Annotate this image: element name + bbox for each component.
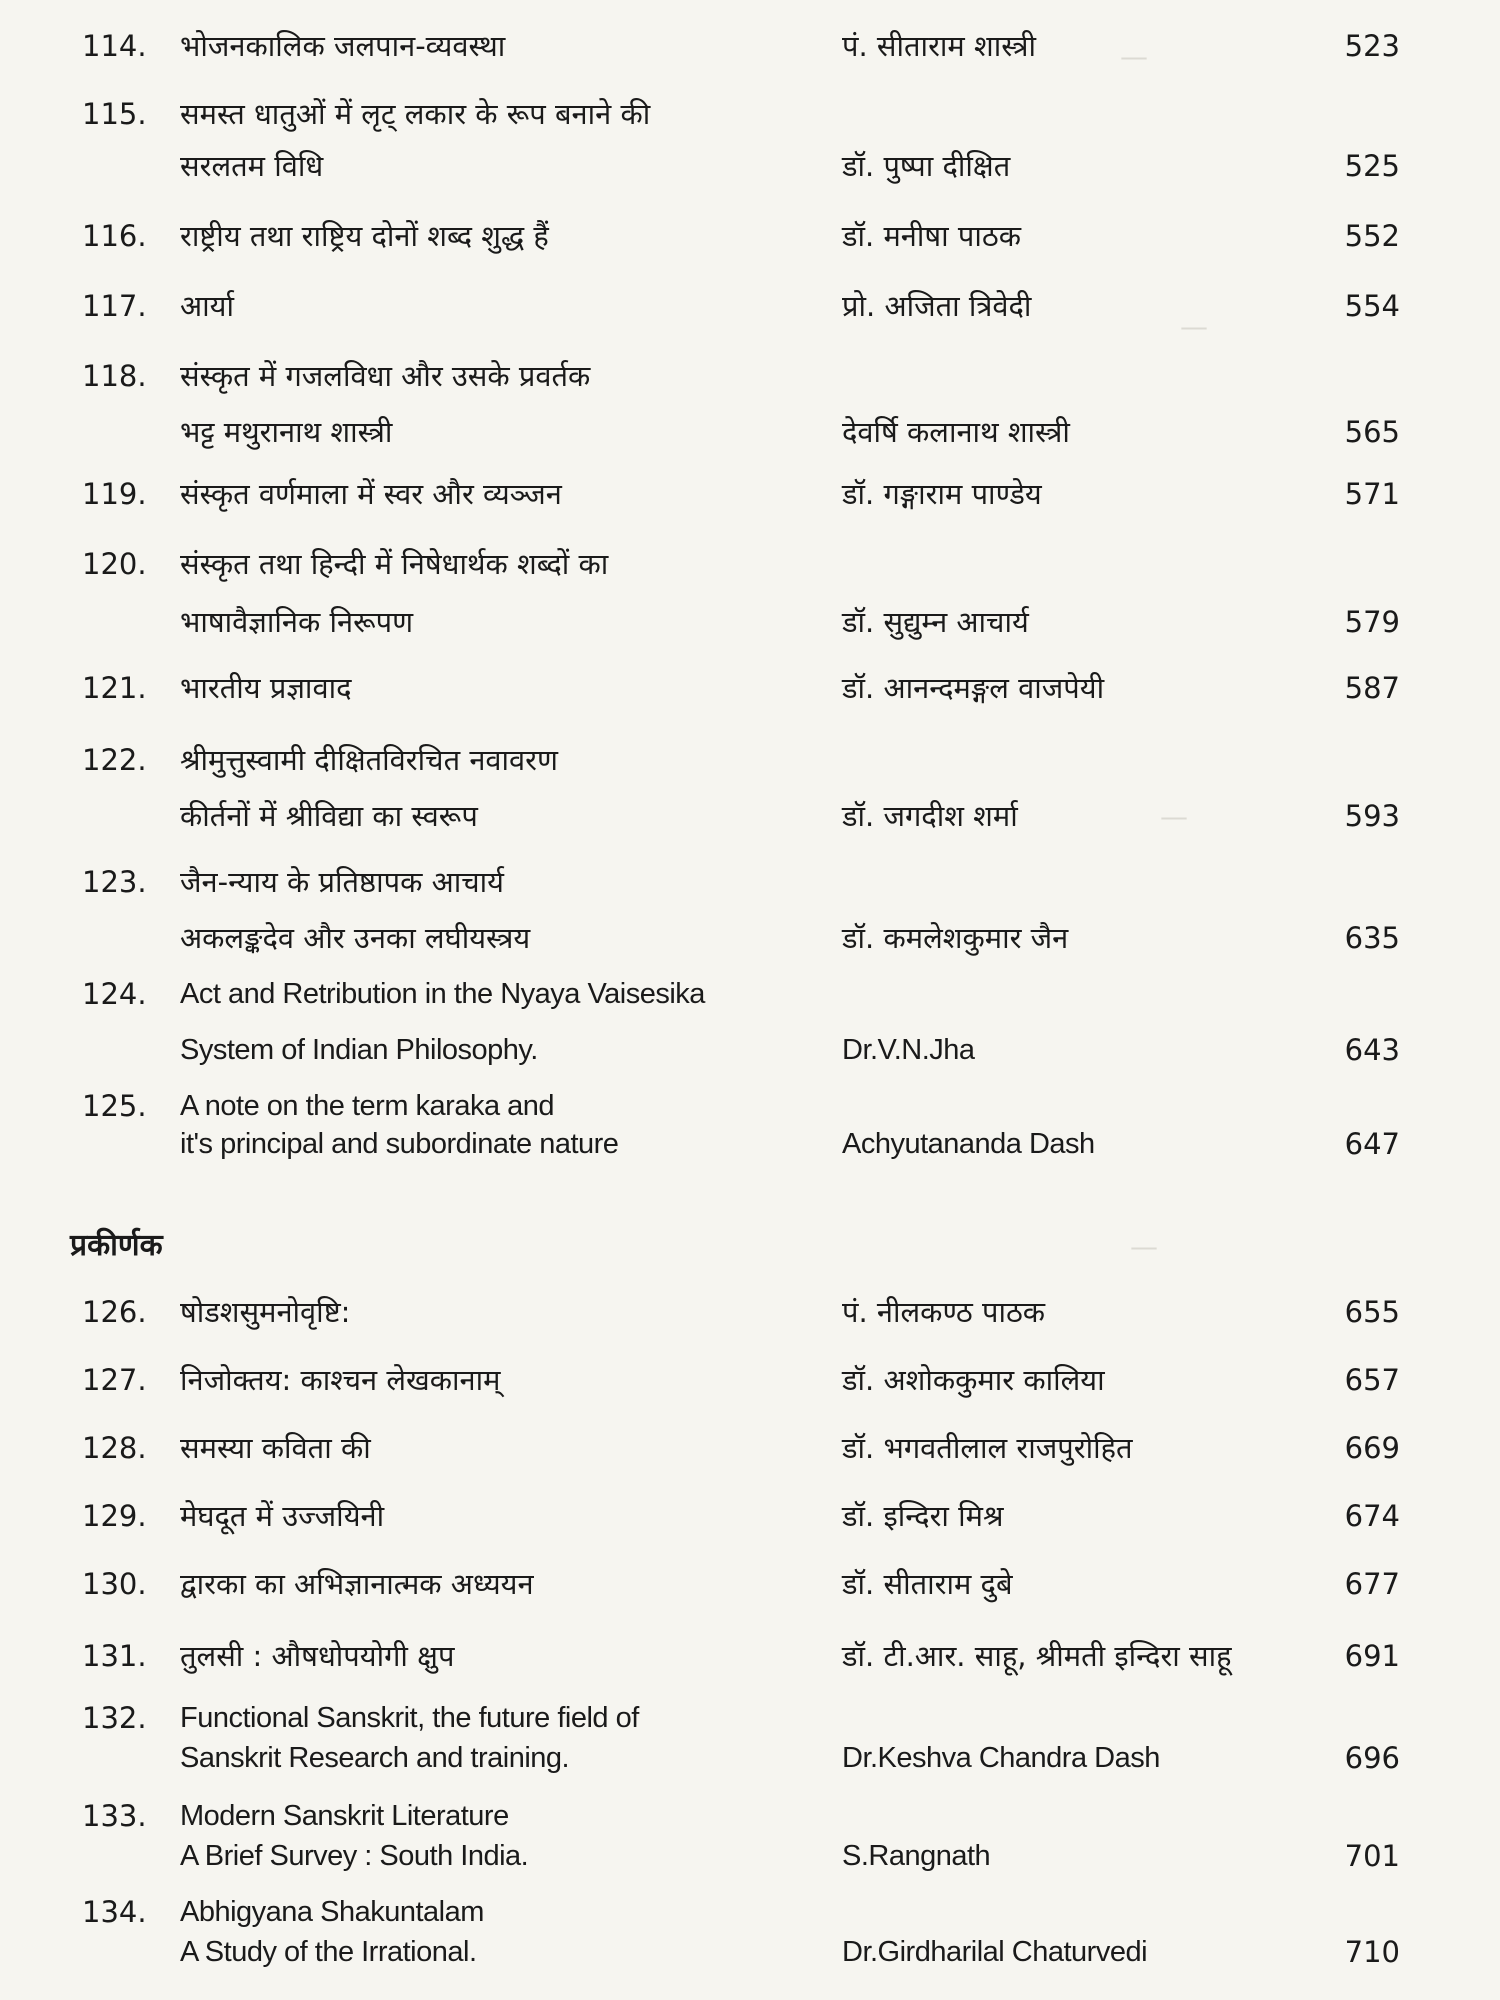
entry-number: 115. [82,97,147,131]
entry-title-line-1: Act and Retribution in the Nyaya Vaisesika [180,978,705,1010]
entry-author: डॉ. आनन्दमङ्गल वाजपेयी [842,671,1105,705]
entry-number: 116. [82,219,147,253]
entry-author: पं. नीलकण्ठ पाठक [842,1295,1046,1329]
entry-number: 121. [82,671,147,705]
entry-number: 132. [82,1701,147,1735]
contents-page: — — — — 114. भोजनकालिक जलपान-व्यवस्था पं. सीताराम शास्त्री 523 115. समस्त धातुओं में लृट् लकार के रूप बनाने की सरलतम विधि डॉ. पुष्पा दीक्षित 525 116. राष्ट्रीय तथा राष्ट्रिय दोनों शब्द शुद्ध हैं डॉ. मनीषा पाठक 552 117. आर्या प्रो. अजिता त्रिवेदी 554 118. संस्कृत में गजलविधा और उसके प्रवर्तक भट्ट मथुरानाथ शास्त्री देवर्षि कलानाथ शास्त्री 565 119. संस्कृत वर्णमाला में स्वर और व्यञ्जन डॉ. गङ्गाराम पाण्डेय 571 120. संस्कृत तथा हिन्दी में निषेधार्थक शब्दों का भाषावैज्ञानिक निरूपण डॉ. सुद्युम्न आचार्य 579 121. भारतीय प्रज्ञावाद डॉ. आनन्दमङ्गल वाजपेयी 587 122. श्रीमुत्तुस्वामी दीक्षितविरचित नवावरण कीर्तनों में श्रीविद्या का स्वरूप डॉ. जगदीश शर्मा 593 123. जैन-न्याय के प्रतिष्ठापक आचार्य अकलङ्कदेव और उनका लघीयस्त्रय डॉ. कमलेशकुमार जैन 635 124. Act and Retribution in the Nyaya Vaisesika System of Indian Philosophy. Dr.V.N.Jha 643 125. A note on the term karaka and it's principal and subordinate nature Achyutananda Dash 647 प्रकीर्णक 126. षोडशसुमनोवृष्टि: पं. नीलकण्ठ पाठक 655 127. निजोक्तय: काश्चन लेखकानाम् डॉ. अशोककुमार कालिया 657 128. समस्या कविता की डॉ. भगवतीलाल राजपुरोहित 669 129. मेघदूत में उज्जयिनी डॉ. इन्दिरा मिश्र 674 130. द्वारका का अभिज्ञानात्मक अध्ययन डॉ. सीताराम दुबे 677 131. तुलसी : औषधोपयोगी क्षुप डॉ. टी.आर. साहू, श्रीमती इन्दिरा साहू 691 132. Functional Sanskrit, the future field of Sanskrit Research and training. Dr.Keshva Chandra Dash 696 133. Modern Sanskrit Literature A Brief Survey : South India. S.Rangnath 701 134. Abhigyana Shakuntalam A Study of the Irrational. Dr.Girdharilal Chaturvedi 710 [0,0,1500,2000]
entry-author: Dr.Keshva Chandra Dash [842,1742,1160,1774]
entry-page: 635 [1344,921,1400,955]
entry-number: 117. [82,289,147,323]
entry-page: 525 [1344,149,1400,183]
entry-number: 131. [82,1639,147,1673]
entry-title-line-2: भट्ट मथुरानाथ शास्त्री [180,415,393,449]
entry-author: डॉ. सीताराम दुबे [842,1567,1013,1601]
entry-author: डॉ. जगदीश शर्मा [842,799,1018,833]
entry-title-line-1: Functional Sanskrit, the future field of [180,1702,639,1734]
entry-number: 128. [82,1431,147,1465]
entry-page: 710 [1344,1935,1400,1969]
entry-number: 125. [82,1089,147,1123]
entry-page: 647 [1344,1127,1400,1161]
entry-number: 127. [82,1363,147,1397]
entry-page: 669 [1344,1431,1400,1465]
entry-title-line-2: it's principal and subordinate nature [180,1128,619,1160]
entry-page: 701 [1344,1839,1400,1873]
entry-author: Dr.V.N.Jha [842,1034,975,1066]
entry-author: पं. सीताराम शास्त्री [842,29,1037,63]
entry-number: 120. [82,547,147,581]
entry-title: भोजनकालिक जलपान-व्यवस्था [180,29,506,63]
entry-title-line-1: Abhigyana Shakuntalam [180,1896,484,1928]
entry-author: डॉ. कमलेशकुमार जैन [842,921,1069,955]
entry-author: Achyutananda Dash [842,1128,1095,1160]
entry-number: 123. [82,865,147,899]
entry-title: राष्ट्रीय तथा राष्ट्रिय दोनों शब्द शुद्ध हैं [180,219,549,253]
entry-number: 114. [82,29,147,63]
entry-title-line-1: संस्कृत में गजलविधा और उसके प्रवर्तक [180,359,591,393]
entry-title: आर्या [180,289,234,323]
entry-title-line-1: Modern Sanskrit Literature [180,1800,509,1832]
entry-title-line-2: Sanskrit Research and training. [180,1742,570,1774]
entry-title-line-2: System of Indian Philosophy. [180,1034,538,1066]
entry-page: 579 [1344,605,1400,639]
entry-title: भारतीय प्रज्ञावाद [180,671,352,705]
entry-title: मेघदूत में उज्जयिनी [180,1499,385,1533]
entry-page: 655 [1344,1295,1400,1329]
entry-number: 126. [82,1295,147,1329]
entry-author: देवर्षि कलानाथ शास्त्री [842,415,1070,449]
entry-author: डॉ. अशोककुमार कालिया [842,1363,1105,1397]
entry-page: 587 [1344,671,1400,705]
entry-title-line-2: कीर्तनों में श्रीविद्या का स्वरूप [180,799,478,833]
entry-title-line-2: भाषावैज्ञानिक निरूपण [180,605,414,639]
entry-page: 523 [1344,29,1400,63]
entry-author: डॉ. पुष्पा दीक्षित [842,149,1011,183]
entry-author: डॉ. सुद्युम्न आचार्य [842,605,1029,639]
entry-page: 674 [1344,1499,1400,1533]
entry-number: 124. [82,977,147,1011]
entry-author: डॉ. टी.आर. साहू, श्रीमती इन्दिरा साहू [842,1639,1232,1673]
entry-author: डॉ. मनीषा पाठक [842,219,1022,253]
entry-page: 552 [1344,219,1400,253]
entry-number: 118. [82,359,147,393]
entry-title-line-1: जैन-न्याय के प्रतिष्ठापक आचार्य [180,865,504,899]
entry-title: संस्कृत वर्णमाला में स्वर और व्यञ्जन [180,477,562,511]
entry-page: 554 [1344,289,1400,323]
entry-title: तुलसी : औषधोपयोगी क्षुप [180,1639,455,1673]
entry-author: डॉ. भगवतीलाल राजपुरोहित [842,1431,1133,1465]
entry-title-line-2: अकलङ्कदेव और उनका लघीयस्त्रय [180,921,531,955]
entry-title-line-2: A Brief Survey : South India. [180,1840,529,1872]
entry-title: द्वारका का अभिज्ञानात्मक अध्ययन [180,1567,534,1601]
entry-number: 133. [82,1799,147,1833]
entry-page: 643 [1344,1033,1400,1067]
entry-number: 122. [82,743,147,777]
entry-title-line-1: समस्त धातुओं में लृट् लकार के रूप बनाने की [180,97,651,131]
entry-title-line-2: A Study of the Irrational. [180,1936,477,1968]
entry-number: 130. [82,1567,147,1601]
entry-title-line-1: श्रीमुत्तुस्वामी दीक्षितविरचित नवावरण [180,743,559,777]
entry-page: 657 [1344,1363,1400,1397]
entry-number: 119. [82,477,147,511]
entry-page: 696 [1344,1741,1400,1775]
entry-number: 129. [82,1499,147,1533]
entry-author: प्रो. अजिता त्रिवेदी [842,289,1032,323]
entry-author: S.Rangnath [842,1840,991,1872]
entry-page: 565 [1344,415,1400,449]
entry-title: समस्या कविता की [180,1431,371,1465]
entry-page: 691 [1344,1639,1400,1673]
entry-title-line-1: A note on the term karaka and [180,1090,555,1122]
entry-author: डॉ. गङ्गाराम पाण्डेय [842,477,1042,511]
entry-number: 134. [82,1895,147,1929]
entry-page: 593 [1344,799,1400,833]
entry-page: 571 [1344,477,1400,511]
entry-page: 677 [1344,1567,1400,1601]
entry-title-line-2: सरलतम विधि [180,149,324,183]
entry-author: डॉ. इन्दिरा मिश्र [842,1499,1004,1533]
entry-title: षोडशसुमनोवृष्टि: [180,1295,351,1329]
entry-title: निजोक्तय: काश्चन लेखकानाम् [180,1363,501,1397]
section-heading: प्रकीर्णक [70,1228,163,1263]
entry-author: Dr.Girdharilal Chaturvedi [842,1936,1148,1968]
entry-title-line-1: संस्कृत तथा हिन्दी में निषेधार्थक शब्दों का [180,547,609,581]
